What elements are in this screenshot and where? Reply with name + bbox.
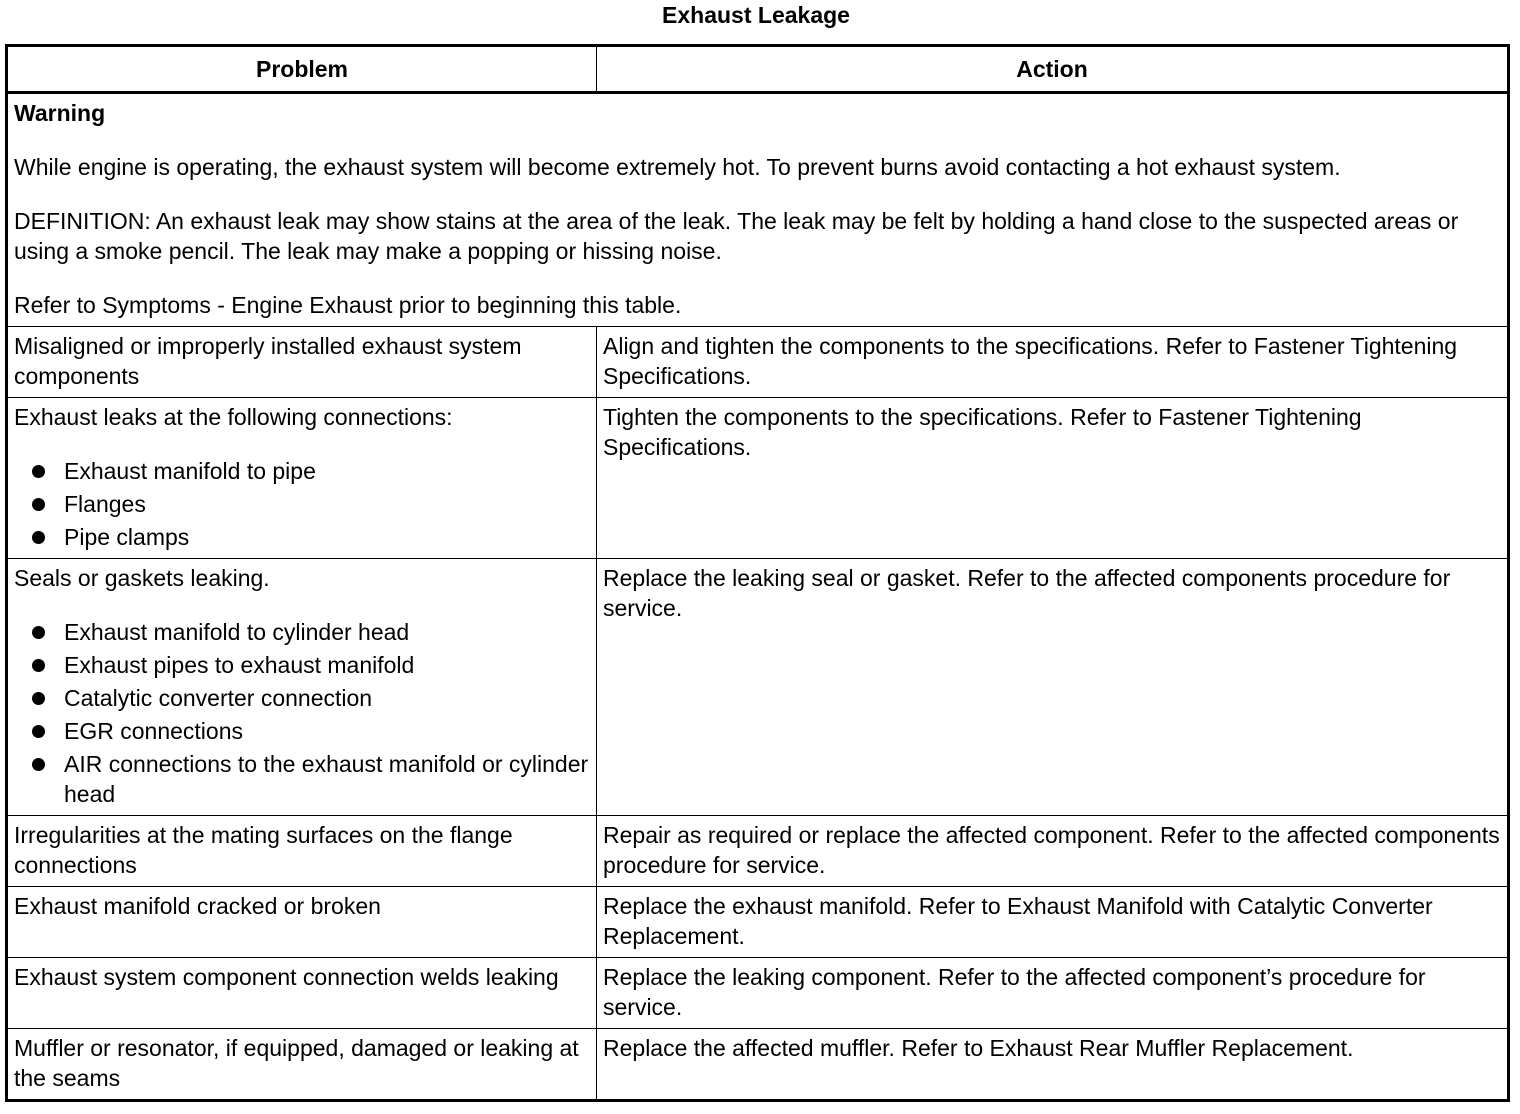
table-row <box>7 816 1509 887</box>
table-row <box>7 327 1509 398</box>
action-cell <box>597 398 1509 559</box>
list-item: Flanges <box>14 489 591 519</box>
list-item: Exhaust pipes to exhaust manifold <box>14 650 591 680</box>
list-item: Exhaust manifold to cylinder head <box>14 617 591 647</box>
exhaust-leakage-table <box>5 44 1510 1102</box>
problem-text: Irregularities at the mating surfaces on the flange connections <box>14 822 513 878</box>
definition-text: DEFINITION: An exhaust leak may show stains at the area of the leak. The leak may be felt by holding a hand close to the suspected areas or using a smoke pencil. The leak may make a popping or hissing noise. <box>14 208 1459 264</box>
list-item: Pipe clamps <box>14 522 591 552</box>
table-row <box>7 398 1509 559</box>
table-row <box>7 559 1509 816</box>
problem-text: Muffler or resonator, if equipped, damaged or leaking at the seams <box>14 1035 579 1091</box>
table-row <box>7 1029 1509 1101</box>
problem-cell <box>7 398 597 559</box>
list-item: Exhaust manifold to pipe <box>14 456 591 486</box>
action-cell <box>597 958 1509 1029</box>
table-header-row <box>7 46 1509 93</box>
page-title: Exhaust Leakage <box>662 2 850 28</box>
action-text: Align and tighten the components to the specifications. Refer to Fastener Tightening Specifications. <box>603 333 1458 389</box>
problem-cell <box>7 1029 597 1101</box>
problem-bullet-list <box>14 617 591 809</box>
problem-cell <box>7 958 597 1029</box>
warning-row <box>7 93 1509 327</box>
column-header-problem: Problem <box>7 46 597 93</box>
column-header-action: Action <box>597 46 1509 93</box>
action-text: Replace the exhaust manifold. Refer to Exhaust Manifold with Catalytic Converter Replacement. <box>603 893 1433 949</box>
list-item: Catalytic converter connection <box>14 683 591 713</box>
problem-bullet-list <box>14 456 591 552</box>
list-item: EGR connections <box>14 716 591 746</box>
table-row <box>7 958 1509 1029</box>
problem-cell <box>7 887 597 958</box>
list-item: AIR connections to the exhaust manifold or cylinder head <box>14 749 591 809</box>
refer-text: Refer to Symptoms - Engine Exhaust prior to beginning this table. <box>14 292 682 318</box>
problem-text: Seals or gaskets leaking. <box>14 565 270 591</box>
warning-heading: Warning <box>14 100 106 126</box>
problem-text: Exhaust manifold cracked or broken <box>14 893 381 919</box>
action-text: Replace the leaking seal or gasket. Refer to the affected components procedure for service. <box>603 565 1451 621</box>
action-cell <box>597 887 1509 958</box>
problem-cell <box>7 559 597 816</box>
problem-text: Misaligned or improperly installed exhaust system components <box>14 333 522 389</box>
action-text: Replace the leaking component. Refer to the affected component’s procedure for service. <box>603 964 1426 1020</box>
problem-cell <box>7 816 597 887</box>
action-cell <box>597 816 1509 887</box>
problem-text: Exhaust system component connection welds leaking <box>14 964 559 990</box>
action-text: Replace the affected muffler. Refer to Exhaust Rear Muffler Replacement. <box>603 1035 1354 1061</box>
problem-text: Exhaust leaks at the following connections: <box>14 404 453 430</box>
table-rows <box>7 327 1509 1101</box>
table-row <box>7 887 1509 958</box>
action-cell <box>597 559 1509 816</box>
action-text: Repair as required or replace the affected component. Refer to the affected components procedure for service. <box>603 822 1500 878</box>
action-text: Tighten the components to the specifications. Refer to Fastener Tightening Specifications. <box>603 404 1362 460</box>
action-cell <box>597 1029 1509 1101</box>
warning-text: While engine is operating, the exhaust system will become extremely hot. To prevent burns avoid contacting a hot exhaust system. <box>14 154 1341 180</box>
warning-cell <box>7 93 1509 327</box>
action-cell <box>597 327 1509 398</box>
problem-cell <box>7 327 597 398</box>
